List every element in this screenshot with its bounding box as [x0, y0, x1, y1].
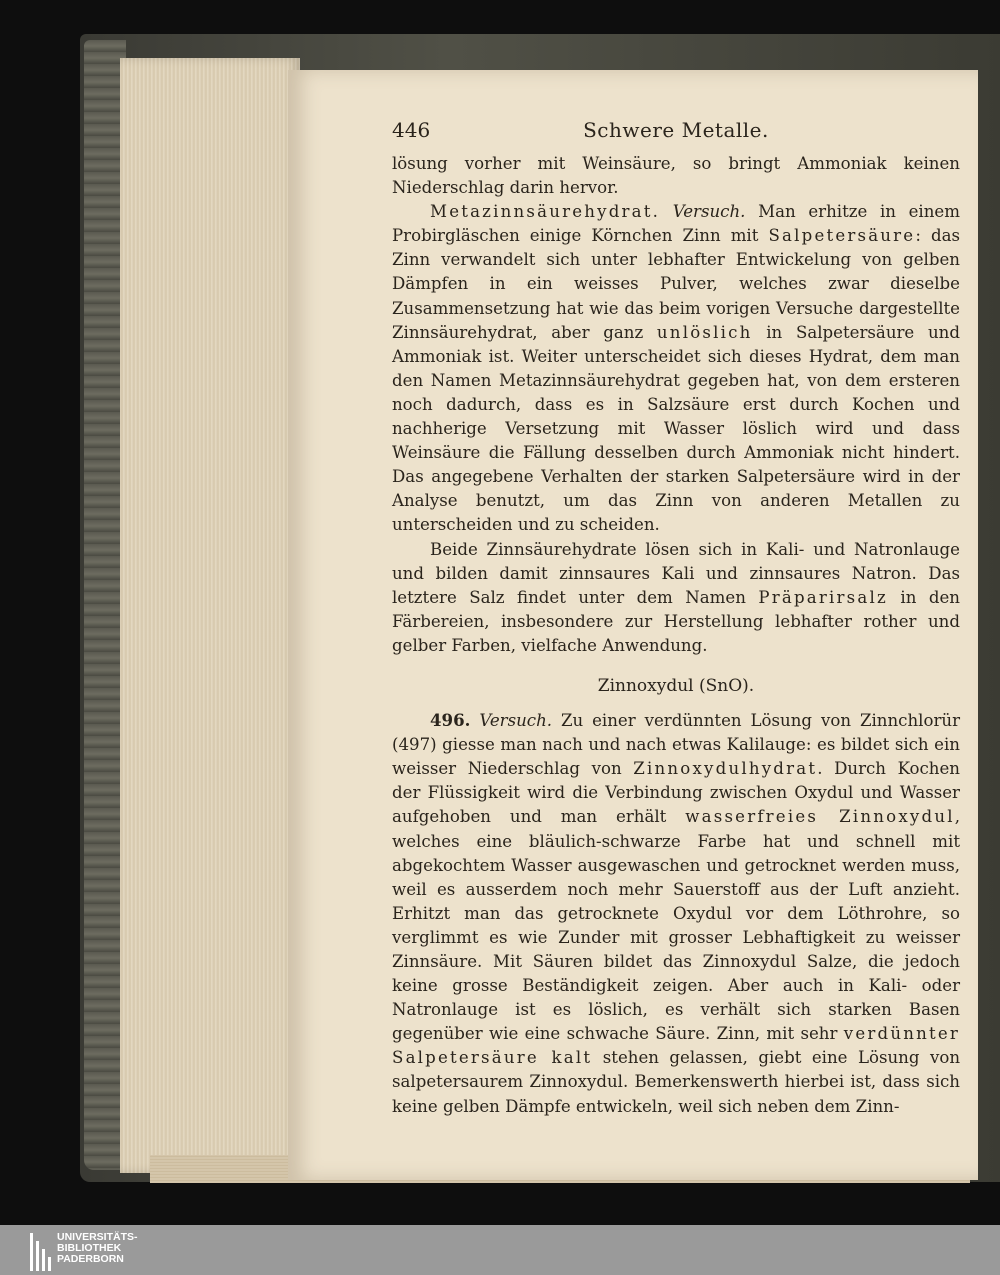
paragraph-3	[392, 538, 960, 658]
p3-text-a: Beide Zinnsäurehydrate lösen sich in Kali- und Natronlauge und bilden damit zinnsaures Kali und zinnsaures Natron. Das letztere Salz findet unter dem Namen	[392, 539, 960, 607]
library-name-line-1: UNIVERSITÄTS-	[57, 1231, 138, 1243]
p1-text: lösung vorher mit Weinsäure, so bringt Ammoniak keinen Niederschlag darin hervor.	[392, 154, 960, 198]
p3-spaced-b: Präparirsalz	[758, 587, 888, 607]
p2-text-e: in Salpetersäure und Ammoniak ist. Weiter unterscheidet sich dieses Hydrat, dem man den Namen Metazinnsäurehydrat gegeben hat, von dem ersteren noch dadurch, dass es in Salzsäure erst durch Kochen und nachherige Versetzung mit Wasser löslich wird und dass Weinsäure die Fällung desselben durch Ammoniak nicht hindert. Das angegebene Verhalten der starken Salpetersäure wird in der Analyse benutzt, um das Zinn von anderen Metallen zu unterscheiden und zu scheiden.	[392, 322, 960, 535]
library-logo-icon	[30, 1233, 52, 1271]
p4-number: 496.	[430, 710, 471, 731]
paragraph-4	[392, 708, 960, 1119]
library-footer	[0, 1225, 1000, 1275]
page-number: 446	[392, 118, 431, 142]
p4-text-c: . Durch Kochen der Flüssigkeit wird die Verbindung zwischen Oxydul und Wasser aufgehoben und man erhält	[392, 759, 960, 827]
section-heading: Zinnoxydul (SnO).	[597, 675, 755, 696]
paragraph-1	[392, 152, 960, 200]
p2-spaced-d: unlöslich	[656, 322, 753, 342]
library-name	[57, 1232, 138, 1265]
p2-term: Metazinnsäurehydrat.	[430, 202, 661, 222]
p2-spaced-b: Salpetersäure	[768, 226, 916, 246]
p4-spaced-b: Zinnoxydulhydrat	[633, 759, 818, 779]
library-name-line-2: BIBLIOTHEK	[57, 1242, 122, 1254]
p2-text-a: Man erhitze in einem Probirgläschen einige Körnchen Zinn mit	[392, 202, 960, 246]
library-name-line-3: PADERBORN	[57, 1253, 124, 1265]
p4-spaced-d: wasserfreies Zinnoxydul	[685, 807, 955, 827]
running-title: Schwere Metalle.	[583, 118, 769, 142]
p4-label: Versuch.	[479, 711, 553, 731]
p4-text-g: stehen gelassen, giebt eine Lösung von salpetersaurem Zinnoxydul. Bemerkenswerth hierbei ist, dass sich keine gelben Dämpfe entwickeln, weil sich neben dem Zinn-	[392, 1048, 961, 1116]
running-header	[392, 118, 960, 148]
page-block-edge	[120, 58, 300, 1173]
p4-text-a: Zu einer verdünnten Lösung von Zinnchlorür (497) giesse man nach und nach etwas Kalilauge: es bildet sich ein weisser Niederschlag von	[392, 711, 960, 779]
p3-text-c: in den Färbereien, insbesondere zur Herstellung lebhafter rother und gelber Farben, vielfache Anwendung.	[392, 587, 960, 655]
page-text	[392, 152, 960, 1119]
p4-spaced-f: verdünnter Salpetersäure kalt	[392, 1024, 961, 1068]
p2-label: Versuch.	[672, 202, 746, 222]
p4-text-e: , welches eine bläulich-schwarze Farbe hat und schnell mit abgekochtem Wasser ausgewaschen und getrocknet werden muss, weil es ausserdem noch mehr Sauerstoff aus der Luft anzieht. Erhitzt man das getrocknete Oxydul vor dem Löthrohre, so verglimmt es wie Zunder mit grosser Lebhaftigkeit zu weisser Zinnsäure. Mit Säuren bildet das Zinnoxydul Salze, die jedoch keine grosse Beständigkeit zeigen. Aber auch in Kali- oder Natronlauge ist es löslich, es verhält sich starken Basen gegenüber wie eine schwache Säure. Zinn, mit sehr	[392, 807, 961, 1044]
p2-text-c: : das Zinn verwandelt sich unter lebhafter Entwickelung von gelben Dämpfen in ein weisses Pulver, welches zwar dieselbe Zusammensetzung hat wie das beim vorigen Versuche dargestellte Zinnsäurehydrat, aber ganz	[392, 226, 960, 342]
paragraph-2	[392, 200, 960, 537]
